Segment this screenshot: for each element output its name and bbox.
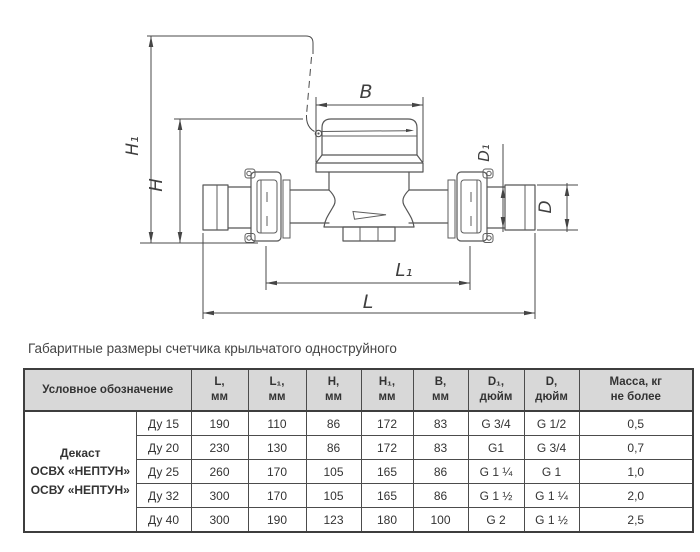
value-cell: 170 xyxy=(248,484,306,508)
table-row xyxy=(24,411,693,436)
value-cell: G 1/2 xyxy=(524,411,579,436)
value-cell: 170 xyxy=(248,460,306,484)
dim-label-b: B xyxy=(359,81,373,103)
model-cell: Ду 25 xyxy=(136,460,191,484)
dimensions-table xyxy=(23,368,694,533)
dim-label-h1: H₁ xyxy=(123,136,143,156)
dim-label-d: D xyxy=(536,200,556,214)
value-cell: 172 xyxy=(361,436,413,460)
value-cell: 230 xyxy=(191,436,248,460)
col-header-h1: H₁, мм xyxy=(361,369,413,411)
value-cell: G 3/4 xyxy=(524,436,579,460)
dim-label-l: L xyxy=(362,291,374,313)
dim-label-h: H xyxy=(146,178,167,192)
value-cell: 190 xyxy=(191,411,248,436)
model-cell: Ду 20 xyxy=(136,436,191,460)
value-cell: 260 xyxy=(191,460,248,484)
value-cell: 2,0 xyxy=(579,484,693,508)
value-cell: 83 xyxy=(413,411,468,436)
value-cell: G 1 ½ xyxy=(468,484,524,508)
dim-label-d1: D₁ xyxy=(475,144,493,162)
value-cell: 83 xyxy=(413,436,468,460)
value-cell: G 2 xyxy=(468,508,524,533)
register-housing xyxy=(315,119,423,172)
meter-outline xyxy=(203,36,535,243)
col-header-d1: D₁, дюйм xyxy=(468,369,524,411)
lid-line xyxy=(322,131,407,132)
left-nipple xyxy=(228,187,251,228)
value-cell: 105 xyxy=(306,484,361,508)
value-cell: 2,5 xyxy=(579,508,693,533)
brand-cell: Декаст ОСВХ «НЕПТУН» ОСВУ «НЕПТУН» xyxy=(24,411,136,532)
left-fitting xyxy=(203,185,228,230)
col-header-d: D, дюйм xyxy=(524,369,579,411)
dim-label-l1: L₁ xyxy=(395,260,413,281)
value-cell: 110 xyxy=(248,411,306,436)
left-coupling-nut xyxy=(245,169,290,243)
value-cell: G 3/4 xyxy=(468,411,524,436)
left-pipe xyxy=(290,190,329,223)
value-cell: G 1 ¼ xyxy=(468,460,524,484)
model-cell: Ду 32 xyxy=(136,484,191,508)
value-cell: 86 xyxy=(413,484,468,508)
right-pipe xyxy=(409,190,448,223)
value-cell: 0,5 xyxy=(579,411,693,436)
value-cell: G1 xyxy=(468,436,524,460)
col-header-mass: Масса, кг не более xyxy=(579,369,693,411)
model-cell: Ду 15 xyxy=(136,411,191,436)
col-header-designation: Условное обозначение xyxy=(24,369,191,411)
value-cell: G 1 ¼ xyxy=(524,484,579,508)
value-cell: 165 xyxy=(361,484,413,508)
value-cell: 86 xyxy=(306,411,361,436)
value-cell: G 1 xyxy=(524,460,579,484)
dimension-lines xyxy=(140,36,578,319)
value-cell: 190 xyxy=(248,508,306,533)
model-cell: Ду 40 xyxy=(136,508,191,533)
value-cell: 100 xyxy=(413,508,468,533)
base xyxy=(343,227,395,241)
value-cell: 86 xyxy=(413,460,468,484)
right-coupling-nut xyxy=(448,169,493,243)
value-cell: 0,7 xyxy=(579,436,693,460)
value-cell: 105 xyxy=(306,460,361,484)
flow-direction-arrow xyxy=(353,212,386,220)
value-cell: 300 xyxy=(191,508,248,533)
value-cell: 172 xyxy=(361,411,413,436)
table-title: Габаритные размеры счетчика крыльчатого одноструйного xyxy=(28,341,397,356)
col-header-h: H, мм xyxy=(306,369,361,411)
value-cell: 165 xyxy=(361,460,413,484)
value-cell: 123 xyxy=(306,508,361,533)
value-cell: G 1 ½ xyxy=(524,508,579,533)
right-fitting xyxy=(505,185,535,230)
col-header-l1: L₁, мм xyxy=(248,369,306,411)
value-cell: 180 xyxy=(361,508,413,533)
meter-body xyxy=(324,172,414,241)
col-header-b: B, мм xyxy=(413,369,468,411)
col-header-l: L, мм xyxy=(191,369,248,411)
value-cell: 1,0 xyxy=(579,460,693,484)
value-cell: 130 xyxy=(248,436,306,460)
value-cell: 86 xyxy=(306,436,361,460)
header-row xyxy=(24,369,693,411)
value-cell: 300 xyxy=(191,484,248,508)
opened-lid-dashed xyxy=(306,36,315,132)
